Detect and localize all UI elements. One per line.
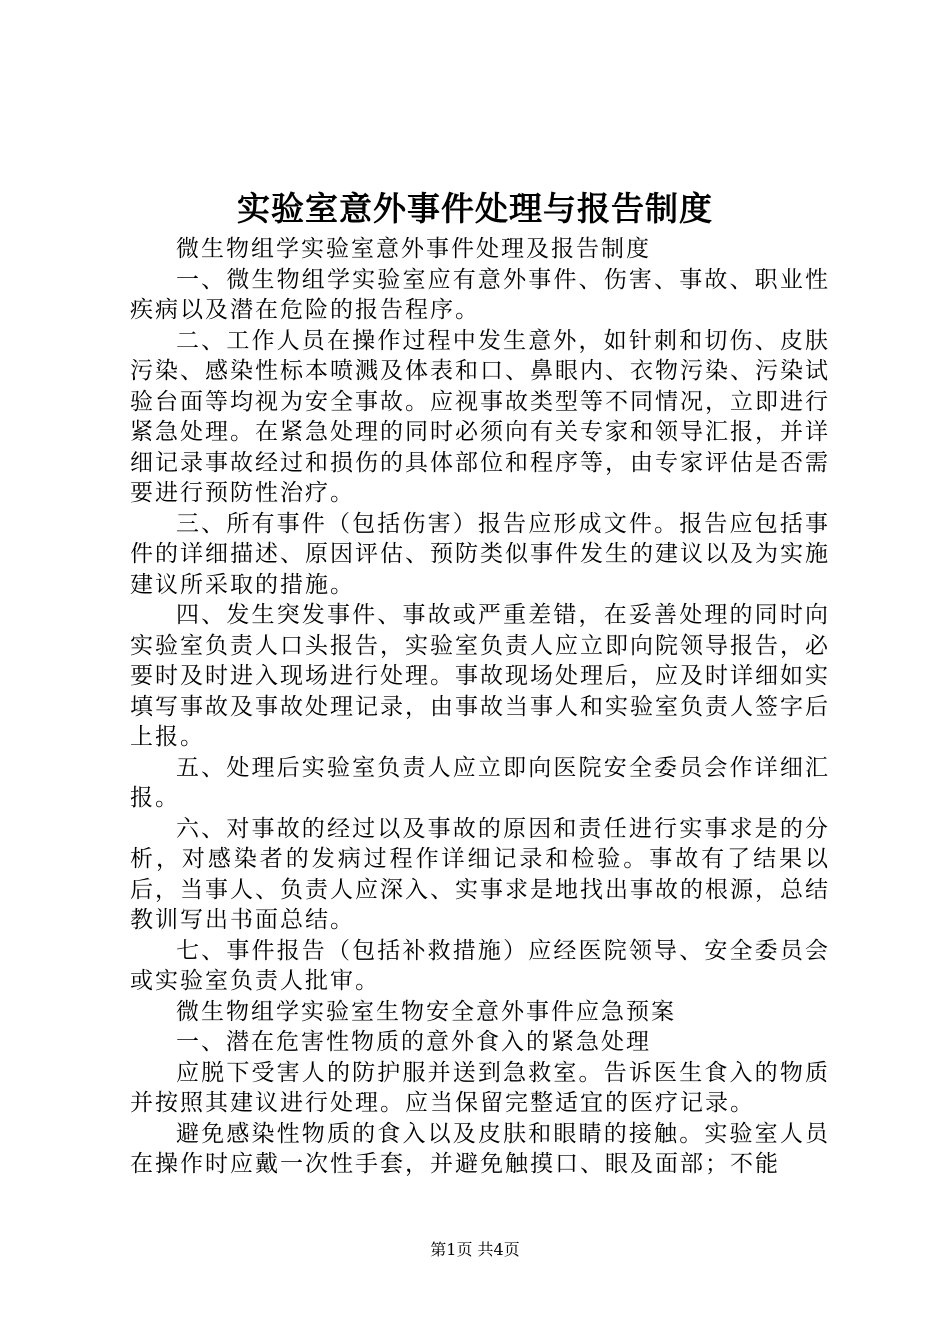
document-title: 实验室意外事件处理与报告制度 [237,189,713,228]
paragraph-item-5: 五、处理后实验室负责人应立即向医院安全委员会作详细汇报。 [130,754,830,811]
paragraph-subtitle: 微生物组学实验室意外事件处理及报告制度 [176,236,651,262]
page-number-footer: 第1页 共4页 [430,1240,520,1259]
paragraph-item-1: 一、微生物组学实验室应有意外事件、伤害、事故、职业性疾病以及潜在危险的报告程序。 [130,266,830,323]
paragraph-ingestion-prevention: 避免感染性物质的食入以及皮肤和眼睛的接触。实验室人员在操作时应戴一次性手套，并避免触摸口、眼及面部；不能 [130,1120,830,1177]
document-body [130,234,830,1180]
paragraph-ingestion-response: 应脱下受害人的防护服并送到急救室。告诉医生食入的物质并按照其建议进行处理。应当保留完整适宜的医疗记录。 [130,1059,830,1116]
paragraph-item-4: 四、发生突发事件、事故或严重差错，在妥善处理的同时向实验室负责人口头报告，实验室负责人应立即向院领导报告，必要时及时进入现场进行处理。事故现场处理后，应及时详细如实填写事故及事故处理记录，由事故当事人和实验室负责人签字后上报。 [130,602,830,750]
paragraph-item-6: 六、对事故的经过以及事故的原因和责任进行实事求是的分析，对感染者的发病过程作详细记录和检验。事故有了结果以后，当事人、负责人应深入、实事求是地找出事故的根源，总结教训写出书面总结。 [130,815,830,933]
section-heading-emergency-plan: 微生物组学实验室生物安全意外事件应急预案 [176,998,676,1025]
paragraph-item-3: 三、所有事件（包括伤害）报告应形成文件。报告应包括事件的详细描述、原因评估、预防类似事件发生的建议以及为实施建议所采取的措施。 [130,510,830,598]
paragraph-item-7: 七、事件报告（包括补救措施）应经医院领导、安全委员会或实验室负责人批审。 [130,937,830,994]
section-subheading-ingestion: 一、潜在危害性物质的意外食入的紧急处理 [176,1029,651,1055]
paragraph-item-2: 二、工作人员在操作过程中发生意外，如针刺和切伤、皮肤污染、感染性标本喷溅及体表和口、鼻眼内、衣物污染、污染试验台面等均视为安全事故。应视事故类型等不同情况，立即进行紧急处理。在紧急处理的同时必须向有关专家和领导汇报，并详细记录事故经过和损伤的具体部位和程序等，由专家评估是否需要进行预防性治疗。 [130,327,830,506]
